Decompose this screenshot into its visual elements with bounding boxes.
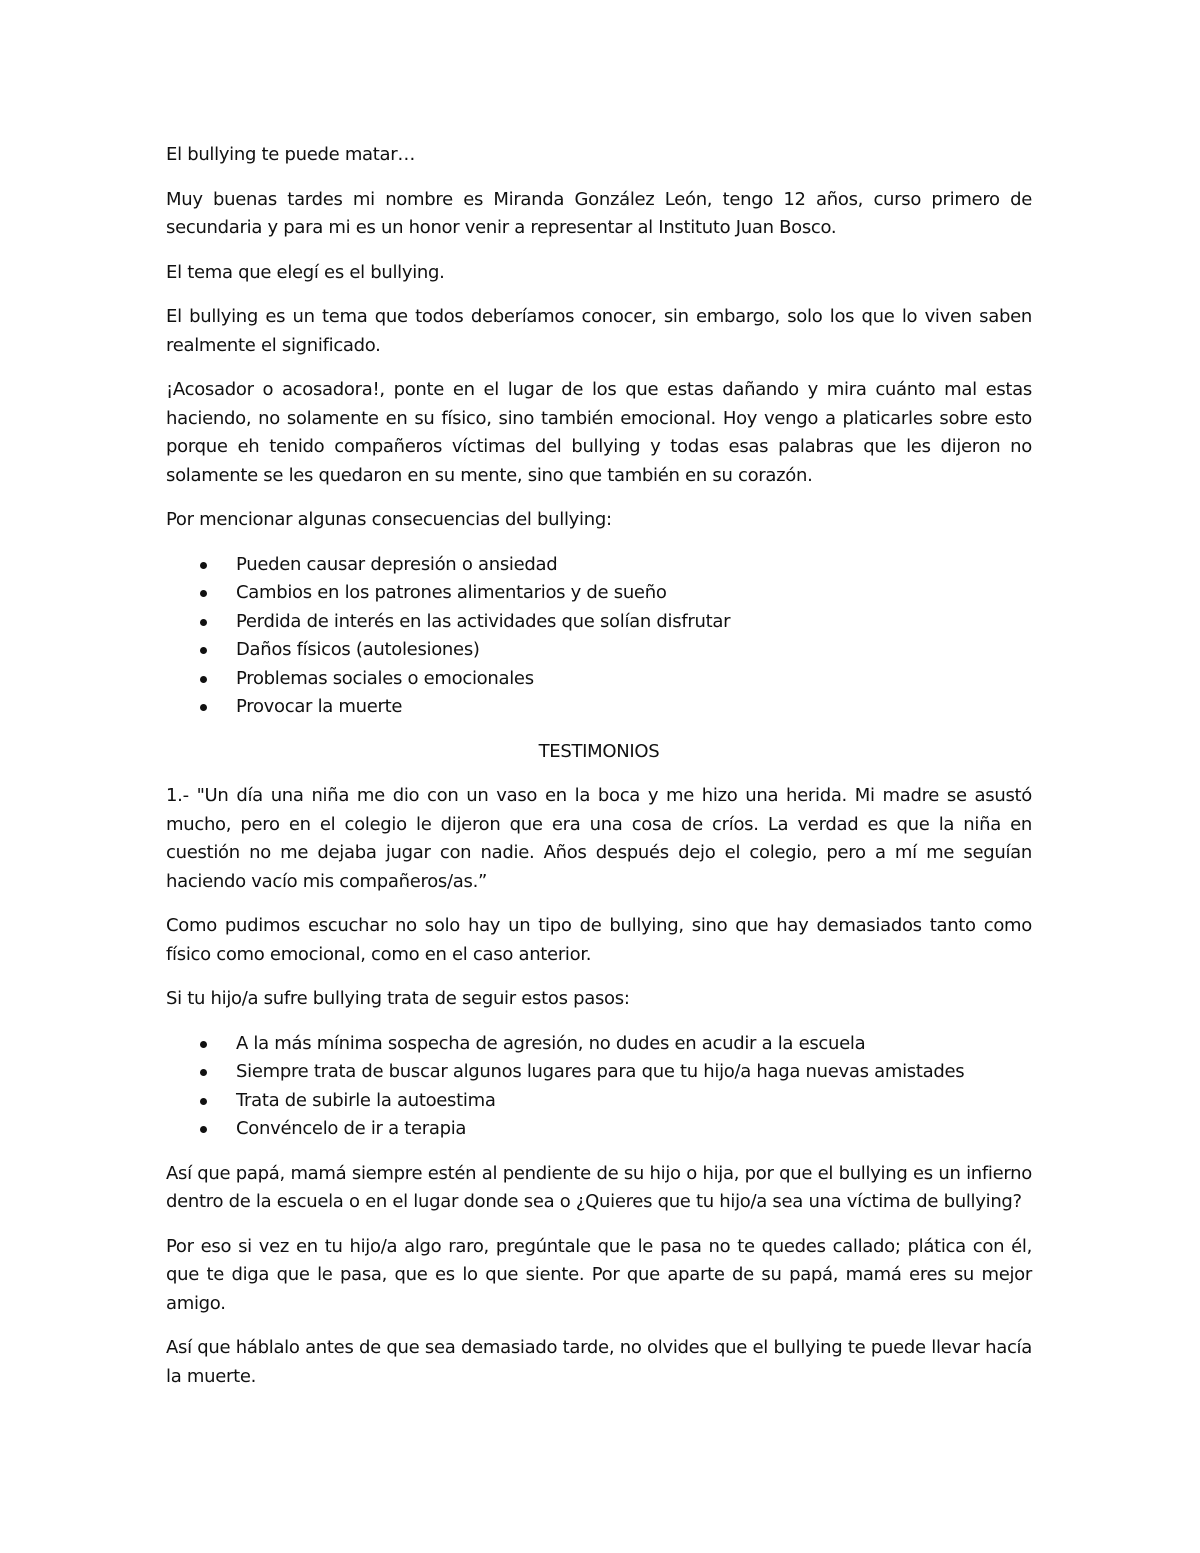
- list-item: Cambios en los patrones alimentarios y de sueño: [166, 579, 1032, 608]
- closing-paragraph: Así que háblalo antes de que sea demasiado tarde, no olvides que el bullying te puede llevar hacía la muerte.: [166, 1337, 1032, 1387]
- topic-paragraph: El tema que elegí es el bullying.: [166, 261, 445, 283]
- bullet-icon: [200, 562, 207, 569]
- list-item: A la más mínima sospecha de agresión, no dudes en acudir a la escuela: [166, 1030, 1032, 1059]
- aggressor-paragraph: ¡Acosador o acosadora!, ponte en el lugar de los que estas dañando y mira cuánto mal estas haciendo, no solamente en su físico, sino también emocional. Hoy vengo a platicarles sobre esto porque eh tenido compañeros víctimas del bullying y todas esas palabras que les dijeron no solamente se les quedaron en su mente, sino que también en su corazón.: [166, 379, 1032, 486]
- intro-paragraph: Muy buenas tardes mi nombre es Miranda González León, tengo 12 años, curso primero de secundaria y para mi es un honor venir a representar al Instituto Juan Bosco.: [166, 188, 1032, 238]
- definition-paragraph: El bullying es un tema que todos deberíamos conocer, sin embargo, solo los que lo viven saben realmente el significado.: [166, 306, 1032, 356]
- list-item: Convéncelo de ir a terapia: [166, 1115, 1032, 1144]
- section-heading: TESTIMONIOS: [538, 740, 660, 762]
- list-item: Provocar la muerte: [166, 693, 1032, 722]
- bullet-icon: [200, 619, 207, 626]
- bullet-icon: [200, 1126, 207, 1133]
- bullet-icon: [200, 704, 207, 711]
- list-item: Trata de subirle la autoestima: [166, 1087, 1032, 1116]
- bullet-icon: [200, 647, 207, 654]
- bullet-icon: [200, 1069, 207, 1076]
- parents-paragraph: Así que papá, mamá siempre estén al pendiente de su hijo o hija, por que el bullying es un infierno dentro de la escuela o en el lugar donde sea o ¿Quieres que tu hijo/a sea una víctima de bullying?: [166, 1162, 1032, 1212]
- steps-list: [166, 1030, 1032, 1144]
- consequences-list: [166, 551, 1032, 722]
- steps-intro: Si tu hijo/a sufre bullying trata de seguir estos pasos:: [166, 988, 630, 1009]
- bullet-icon: [200, 1041, 207, 1048]
- list-item: Pueden causar depresión o ansiedad: [166, 551, 1032, 580]
- testimony-paragraph: 1.- "Un día una niña me dio con un vaso en la boca y me hizo una herida. Mi madre se asustó mucho, pero en el colegio le dijeron que era una cosa de críos. La verdad es que la niña en cuestión no me dejaba jugar con nadie. Años después dejo el colegio, pero a mí me seguían haciendo vacío mis compañeros/as.”: [166, 785, 1032, 892]
- list-item: Siempre trata de buscar algunos lugares para que tu hijo/a haga nuevas amistades: [166, 1058, 1032, 1087]
- document-page: [166, 141, 1032, 1407]
- bullet-icon: [200, 676, 207, 683]
- bullet-icon: [200, 1098, 207, 1105]
- advice-paragraph: Por eso si vez en tu hijo/a algo raro, pregúntale que le pasa no te quedes callado; plática con él, que te diga que le pasa, que es lo que siente. Por que aparte de su papá, mamá eres su mejor amigo.: [166, 1235, 1032, 1314]
- analysis-paragraph: Como pudimos escuchar no solo hay un tipo de bullying, sino que hay demasiados tanto como físico como emocional, como en el caso anterior.: [166, 915, 1032, 965]
- consequences-intro: Por mencionar algunas consecuencias del bullying:: [166, 509, 612, 530]
- document-title: El bullying te puede matar…: [166, 144, 416, 165]
- bullet-icon: [200, 590, 207, 597]
- list-item: Perdida de interés en las actividades que solían disfrutar: [166, 608, 1032, 637]
- list-item: Problemas sociales o emocionales: [166, 665, 1032, 694]
- list-item: Daños físicos (autolesiones): [166, 636, 1032, 665]
